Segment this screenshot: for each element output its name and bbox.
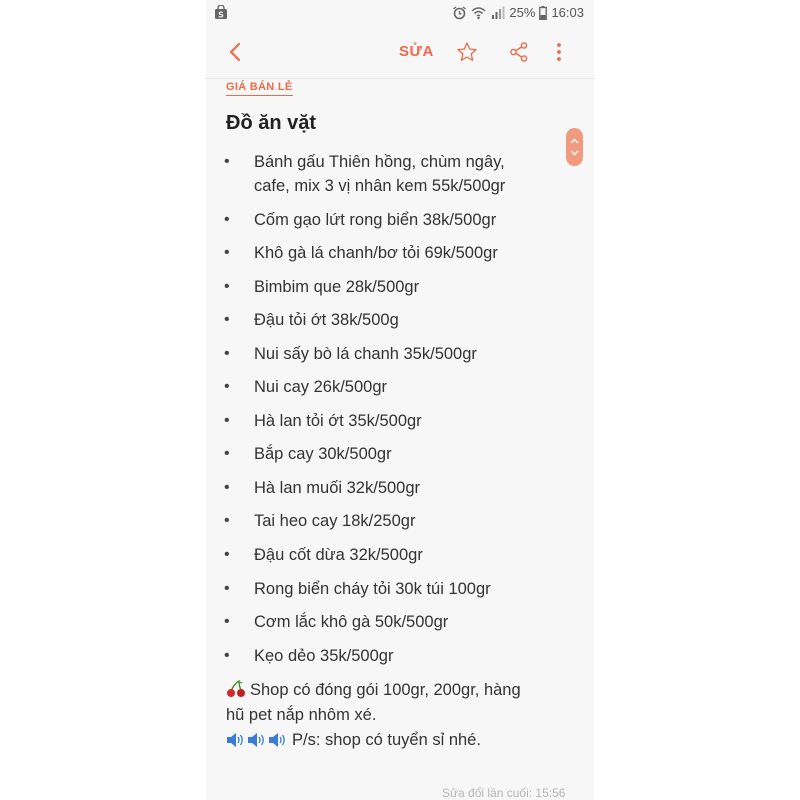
bullet: • (224, 311, 230, 328)
bullet: • (224, 278, 230, 295)
list-item-text: Khô gà lá chanh/bơ tỏi 69k/500gr (254, 244, 498, 262)
list-item-text: Cơm lắc khô gà 50k/500gr (254, 613, 449, 631)
bullet: • (224, 412, 230, 429)
share-icon[interactable] (509, 41, 529, 63)
list-item-text: Nui cay 26k/500gr (254, 378, 387, 396)
list-item-text: Cốm gạo lứt rong biển 38k/500gr (254, 211, 497, 229)
list-item-text: Kẹo dẻo 35k/500gr (254, 647, 394, 665)
note-footer-line: Shop có đóng gói 100gr, 200gr, hàng (226, 678, 566, 702)
bullet: • (224, 512, 230, 529)
last-modified: Sửa đổi lần cuối: 15:56 (442, 786, 566, 800)
list-item-text: Đậu tỏi ớt 38k/500g (254, 311, 399, 329)
list-item-text: Nui sấy bò lá chanh 35k/500gr (254, 345, 477, 363)
list-item-text: Hà lan muối 32k/500gr (254, 479, 421, 497)
cherries-icon (226, 680, 246, 698)
svg-text:S: S (218, 10, 224, 20)
clock: 16:03 (551, 5, 584, 20)
bullet: • (224, 211, 230, 228)
shop-bag-icon (214, 5, 228, 20)
note-category[interactable]: GIÁ BÁN LẺ (226, 81, 293, 96)
speaker-icon (226, 732, 288, 748)
bullet: • (224, 613, 230, 630)
bullet: • (224, 546, 230, 563)
note-title: Đồ ăn vặt (226, 112, 317, 134)
list-item-text: Bắp cay 30k/500gr (254, 445, 392, 463)
scroll-arrows-icon (566, 128, 583, 166)
bullet: • (224, 378, 230, 395)
bullet: • (224, 345, 230, 362)
star-icon[interactable] (456, 41, 478, 63)
list-item-text: Bimbim que 28k/500gr (254, 278, 420, 296)
list-item-text: Rong biển cháy tỏi 30k túi 100gr (254, 580, 491, 598)
toolbar (206, 26, 594, 79)
bullet: • (224, 647, 230, 664)
list-item-text: Đậu cốt dừa 32k/500gr (254, 546, 423, 564)
bullet: • (224, 479, 230, 496)
list-item-text: Tai heo cay 18k/250gr (254, 512, 416, 530)
list-item-text: Hà lan tỏi ớt 35k/500gr (254, 412, 422, 430)
bullet: • (224, 153, 230, 170)
battery-percent: 25% (509, 5, 536, 20)
note-footer-line: P/s: shop có tuyển sỉ nhé. (226, 728, 566, 752)
alarm-icon (452, 6, 467, 20)
more-options-icon[interactable] (553, 41, 565, 63)
list-item-text: Bánh gấu Thiên hồng, chùm ngây, cafe, mix 3 vị nhân kem 55k/500gr (254, 153, 506, 195)
wifi-icon (471, 6, 486, 20)
bullet: • (224, 244, 230, 261)
phone-screen (206, 0, 594, 800)
signal-icon (490, 6, 505, 20)
battery-icon (539, 6, 547, 20)
bullet: • (224, 445, 230, 462)
note-footer-line: hũ pet nắp nhôm xé. (226, 706, 377, 724)
scroll-handle[interactable] (566, 128, 583, 166)
bullet: • (224, 580, 230, 597)
status-bar (206, 0, 594, 26)
back-arrow-icon[interactable] (224, 40, 246, 64)
edit-button[interactable]: SỬA (399, 43, 434, 60)
